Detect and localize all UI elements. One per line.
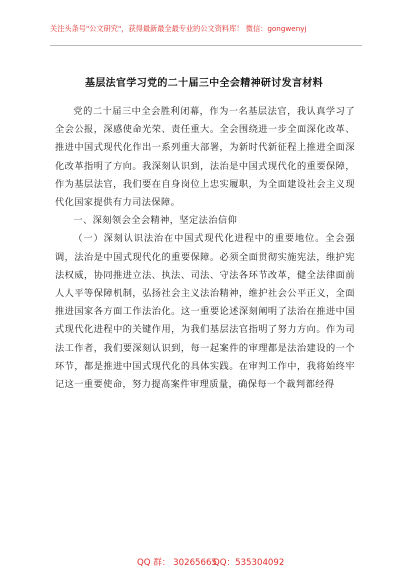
document-body xyxy=(55,103,355,394)
footer xyxy=(0,556,408,568)
section-heading: 一、深刻领会全会精神，坚定法治信仰 xyxy=(73,215,238,227)
sub-paragraph: （一）深刻认识法治在中国式现代化进程中的重要地位。全会强调，法治是中国式现代化的重要保障。必须全面贯彻实施宪法，维护宪法权威，协同推进立法、执法、司法、守法各环节改革，健全法律面前人人平等保障机制，弘扬社会主义法治精神，维护社会公平正义，全面推进国家各方面工作法治化。这一重要论述深刻阐明了法治在推进中国式现代化进程中的关键作用，为我们基层法官指明了努力方向。作为司法工作者，我们要深刻认识到，每一起案件的审理都是法治建设的一个环节，都是推进中国式现代化的具体实践。在审判工作中，我将始终牢记这一重要使命，努力提高案件审理质量，确保每一个裁判都经得 xyxy=(55,233,355,391)
document-title: 基层法官学习党的二十届三中全会精神研讨发言材料 xyxy=(84,78,324,89)
header-banner: 关注头条号"公文研究"，获得最新最全最专业的公文资料库！ 微信：gongwenyj xyxy=(50,24,307,33)
header-divider xyxy=(50,45,362,46)
intro-paragraph: 党的二十届三中全会胜利闭幕，作为一名基层法官，我认真学习了全会公报，深感使命光荣、责任重大。全会围绕进一步全面深化改革、推进中国式现代化作出一系列重大部署，为新时代新征程上推进全面深化改革指明了方向。我深刻认识到，法治是中国式现代化的重要保障，作为基层法官，我们要在自身岗位上忠实履职，为全面建设社会主义现代化国家提供有力司法保障。 xyxy=(55,106,355,209)
footer-qq-group: QQ 群： 30265665 xyxy=(137,558,217,568)
footer-qq-contact: QQ：535304092 xyxy=(213,558,285,568)
